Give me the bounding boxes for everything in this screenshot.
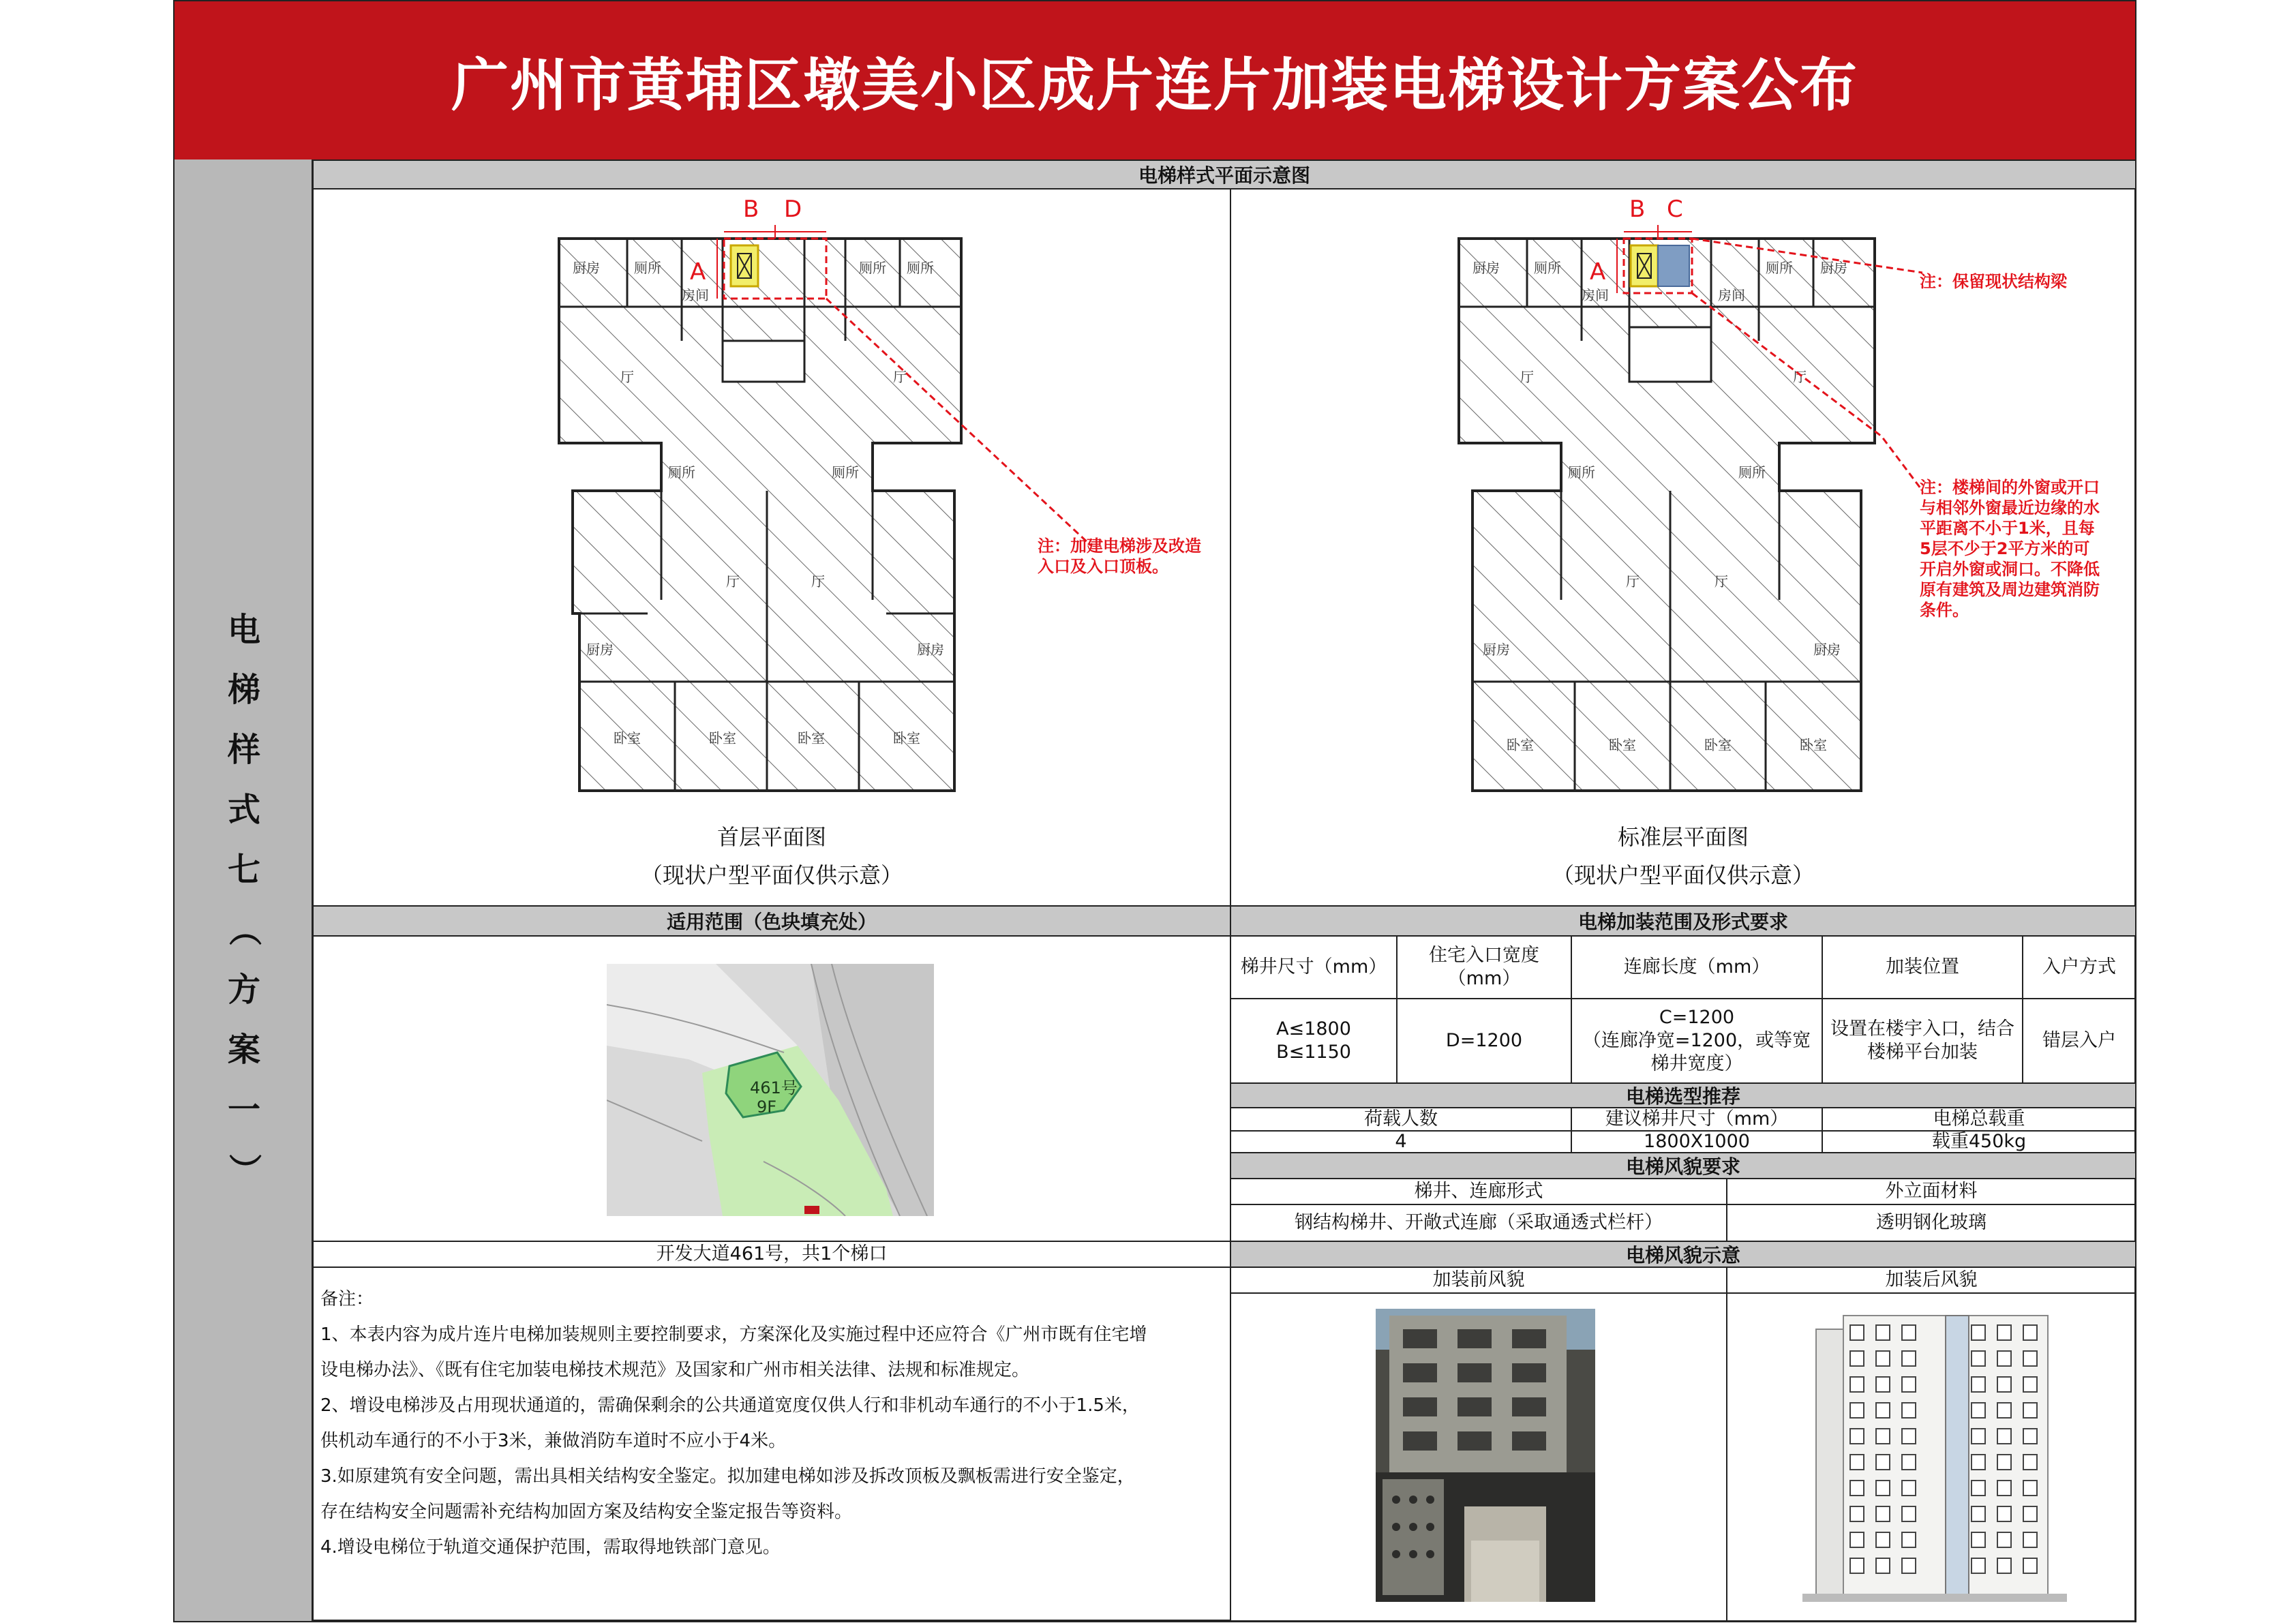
after-window [2023,1377,2037,1392]
svg-text:卧室: 卧室 [614,730,641,746]
remarks-line-6: 存在结构安全问题需补充结构加固方案及结构安全鉴定报告等资料。 [320,1502,853,1522]
col-shaft-size: 梯井尺寸（mm） [1230,935,1398,999]
remarks-line-7: 4.增设电梯位于轨道交通保护范围，需取得地铁部门意见。 [320,1537,781,1558]
model-val-load: 载重450kg [1822,1130,2136,1153]
after-window [1850,1455,1864,1470]
after-window [2023,1429,2037,1444]
after-window [1972,1325,1985,1340]
svg-text:厨房: 厨房 [917,641,944,658]
after-window [1972,1506,1985,1521]
before-photo [1376,1309,1595,1602]
svg-text:卧室: 卧室 [1704,737,1732,753]
col-corridor-length: 连廊长度（mm） [1571,935,1823,999]
address-line: 开发大道461号，共1个梯口 [312,1241,1231,1268]
after-window [1997,1455,2011,1470]
appearance-col-material: 外立面材料 [1726,1178,2136,1205]
svg-text:厕所: 厕所 [1766,260,1793,276]
after-window [1997,1377,2011,1392]
svg-text:房间: 房间 [682,287,709,303]
svg-text:卧室: 卧室 [893,730,920,746]
after-window [2023,1558,2037,1573]
after-window [1876,1532,1890,1547]
svg-text:厅: 厅 [726,573,740,590]
svg-text:卧室: 卧室 [798,730,825,746]
svg-text:厅: 厅 [620,369,634,385]
after-window [1972,1455,1985,1470]
after-window [1850,1506,1864,1521]
after-window [1876,1429,1890,1444]
after-window [1902,1481,1916,1496]
after-window [1902,1325,1916,1340]
after-window [1997,1481,2011,1496]
svg-text:厨房: 厨房 [586,641,614,658]
beam-note: 注：保留现状结构梁 [1920,272,2067,291]
ground-floor-subcaption: （现状户型平面仅供示意） [640,862,903,888]
preview-before-label: 加装前风貌 [1230,1266,1727,1294]
svg-text:卧室: 卧室 [709,730,736,746]
svg-text:厕所: 厕所 [634,260,661,276]
svg-text:厅: 厅 [1715,573,1728,590]
standard-floor-subcaption: （现状户型平面仅供示意） [1552,862,1814,888]
appearance-val-form: 钢结构梯井、开敞式连廊（采取通透式栏杆） [1230,1204,1727,1242]
after-window [2023,1455,2037,1470]
standard-floor-caption: 标准层平面图 [1617,824,1749,850]
after-window [1902,1506,1916,1521]
after-window [1876,1377,1890,1392]
model-col-load: 电梯总载重 [1822,1107,2136,1132]
dim-b-label: B [743,196,759,223]
svg-text:厅: 厅 [893,369,907,385]
svg-text:卧室: 卧室 [1609,737,1636,753]
site-map [607,964,934,1216]
after-window [1997,1429,2011,1444]
side-label-char: 七 [227,851,260,889]
after-window [1997,1532,2011,1547]
side-label-char: 案 [227,1031,260,1069]
dim-c-label: C [1667,196,1683,223]
after-window [2023,1532,2037,1547]
after-window [1997,1558,2011,1573]
after-window [1902,1429,1916,1444]
col-entry-method: 入户方式 [2022,935,2136,999]
svg-text:厨房: 厨房 [1483,641,1510,658]
after-window [1850,1377,1864,1392]
after-window [1876,1455,1890,1470]
side-label-char: 式 [227,791,260,829]
page-title: 广州市黄埔区墩美小区成片连片加装电梯设计方案公布 [175,1,2135,160]
after-rendering [1802,1309,2067,1602]
after-window [1997,1403,2011,1418]
after-window [1902,1558,1916,1573]
plan-section-header: 电梯样式平面示意图 [312,160,2136,189]
after-window [1902,1403,1916,1418]
after-window [2023,1403,2037,1418]
side-label [175,600,314,1200]
appearance-header: 电梯风貌要求 [1230,1152,2136,1179]
after-window [1876,1481,1890,1496]
remarks-line-5: 3.如原建筑有安全问题，需出具相关结构安全鉴定。拟加建电梯如涉及拆改顶板及飘板需进行安全鉴定， [320,1466,1135,1487]
after-window [2023,1481,2037,1496]
after-window [1972,1558,1985,1573]
ground-floor-plan [545,191,1227,804]
svg-text:厕所: 厕所 [907,260,934,276]
dim-d-label: D [784,196,802,223]
remarks-line-1: 1、本表内容为成片连片电梯加装规则主要控制要求，方案深化及实施过程中还应符合《广州市既有住宅增 [320,1324,1147,1345]
after-window [1850,1481,1864,1496]
svg-text:厕所: 厕所 [859,260,886,276]
requirements-header: 电梯加装范围及形式要求 [1230,905,2136,937]
after-window [1850,1429,1864,1444]
remarks-title: 备注： [320,1289,374,1309]
side-label-char: 梯 [227,671,260,709]
side-label-char: 方 [227,971,260,1009]
after-window [1876,1351,1890,1366]
svg-text:厕所: 厕所 [1568,464,1595,481]
preview-header: 电梯风貌示意 [1230,1241,2136,1268]
model-val-capacity: 4 [1230,1130,1572,1153]
standard-floor-plan [1445,191,1922,804]
after-window [1902,1532,1916,1547]
after-window [1972,1481,1985,1496]
after-window [1850,1325,1864,1340]
svg-text:厕所: 厕所 [668,464,695,481]
svg-text:厨房: 厨房 [1813,641,1841,658]
after-window [1876,1506,1890,1521]
appearance-col-form: 梯井、连廊形式 [1230,1178,1727,1205]
scope-header: 适用范围（色块填充处） [312,905,1231,937]
after-window [2023,1506,2037,1521]
model-col-capacity: 荷载人数 [1230,1107,1572,1132]
col-position: 加装位置 [1822,935,2023,999]
val-shaft-size: A≤1800 B≤1150 [1230,998,1398,1084]
after-window [2023,1351,2037,1366]
map-label-floors: 9F [757,1097,777,1117]
after-window [1850,1532,1864,1547]
svg-text:厨房: 厨房 [1472,260,1500,276]
dim-a2-label: A [1590,258,1606,286]
side-label-char: 一 [227,1091,260,1129]
col-entrance-width: 住宅入口宽度（mm） [1396,935,1572,999]
preview-after-label: 加装后风貌 [1726,1266,2136,1294]
after-window [1850,1403,1864,1418]
svg-text:厕所: 厕所 [1738,464,1766,481]
svg-text:厅: 厅 [1520,369,1534,385]
val-corridor-length: C=1200 （连廊净宽=1200，或等宽梯井宽度） [1571,998,1823,1084]
model-header: 电梯选型推荐 [1230,1082,2136,1108]
remarks-line-3: 2、增设电梯涉及占用现状通道的，需确保剩余的公共通道宽度仅供人行和非机动车通行的不小于1.5米， [320,1395,1140,1416]
after-window [1876,1403,1890,1418]
svg-text:厕所: 厕所 [832,464,859,481]
ground-floor-caption: 首层平面图 [716,824,826,850]
dim-b2-label: B [1629,196,1646,223]
val-position: 设置在楼宇入口，结合楼梯平台加装 [1822,998,2023,1084]
side-label-char: （ [225,913,263,946]
ground-floor-note: 注：加建电梯涉及改造入口及入口顶板。 [1038,536,1201,576]
svg-text:房间: 房间 [1582,287,1609,303]
svg-text:卧室: 卧室 [1800,737,1827,753]
after-window [2023,1325,2037,1340]
val-entrance-width: D=1200 [1396,998,1572,1084]
side-label-char: ） [225,1153,263,1186]
remarks-line-2: 设电梯办法》、《既有住宅加装电梯技术规范》及国家和广州市相关法律、法规和标准规定。 [320,1360,1030,1380]
after-window [1997,1351,2011,1366]
appearance-val-material: 透明钢化玻璃 [1726,1204,2136,1242]
svg-text:厅: 厅 [1793,369,1807,385]
svg-text:厅: 厅 [811,573,825,590]
svg-text:厅: 厅 [1626,573,1640,590]
window-note: 注：楼梯间的外窗或开口与相邻外窗最近边缘的水平距离不小于1米，且每5层不少于2平方米的可开启外窗或洞口。不降低原有建筑及周边建筑消防条件。 [1920,478,2100,620]
side-label-char: 样 [227,731,260,769]
after-window [1876,1558,1890,1573]
svg-text:厨房: 厨房 [573,260,600,276]
svg-text:厨房: 厨房 [1820,260,1847,276]
after-window [1972,1429,1985,1444]
after-window [1972,1532,1985,1547]
model-col-shaft: 建议梯井尺寸（mm） [1571,1107,1823,1132]
val-entry-method: 错层入户 [2022,998,2136,1084]
after-window [1902,1351,1916,1366]
after-window [1850,1558,1864,1573]
svg-text:厕所: 厕所 [1534,260,1561,276]
after-window [1876,1325,1890,1340]
map-label-number: 461号 [750,1078,798,1097]
remarks-line-4: 供机动车通行的不小于3米，兼做消防车道时不应小于4米。 [320,1431,787,1451]
dim-a-label: A [690,258,706,286]
after-window [1850,1351,1864,1366]
after-window [1972,1377,1985,1392]
after-window [1997,1325,2011,1340]
after-window [1972,1403,1985,1418]
svg-text:卧室: 卧室 [1507,737,1534,753]
side-label-char: 电 [227,611,260,649]
after-window [1902,1377,1916,1392]
after-window [1972,1351,1985,1366]
model-val-shaft: 1800X1000 [1571,1130,1823,1153]
after-window [1902,1455,1916,1470]
svg-text:房间: 房间 [1718,287,1745,303]
after-window [1997,1506,2011,1521]
